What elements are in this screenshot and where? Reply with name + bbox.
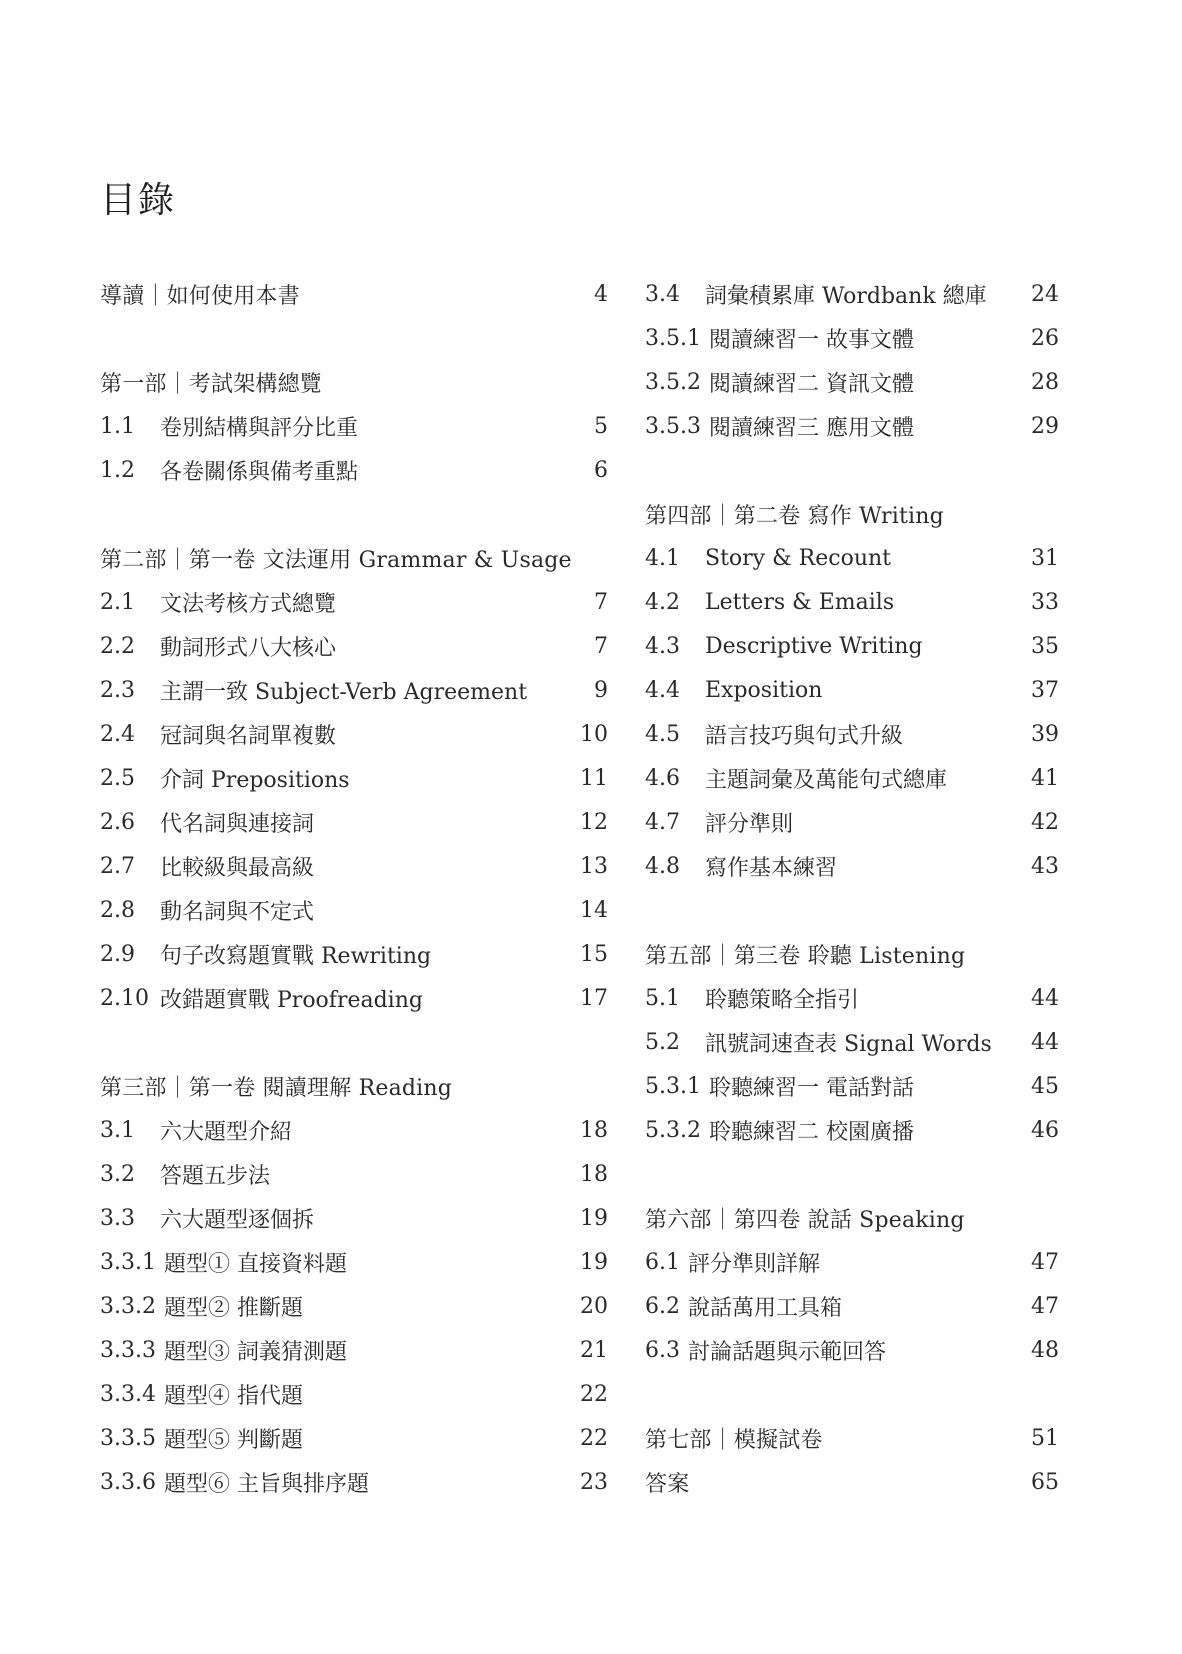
toc-entry-label: 說話萬用工具箱: [688, 1295, 843, 1321]
toc-entry-label: 閱讀練習二 資訊文體: [708, 371, 914, 397]
toc-entry-number: 3.5.1: [645, 325, 701, 351]
toc-entry[interactable]: [100, 976, 608, 1020]
toc-entry[interactable]: [100, 624, 608, 668]
section-spacer: [645, 1372, 1059, 1416]
page-title: 目錄: [100, 180, 177, 221]
toc-entry-label: 第三部｜第一卷 閱讀理解 Reading: [100, 1075, 453, 1101]
toc-entry-page: 33: [1031, 589, 1059, 615]
toc-entry[interactable]: [100, 580, 608, 624]
toc-entry-page: 48: [1031, 1337, 1059, 1363]
toc-entry[interactable]: [100, 1284, 608, 1328]
toc-entry-label: 語言技巧與句式升級: [705, 723, 904, 749]
toc-entry-label: 冠詞與名詞單複數: [160, 723, 337, 749]
toc-section-heading[interactable]: [645, 1196, 1059, 1240]
toc-entry-page: 10: [580, 721, 608, 747]
toc-entry[interactable]: [645, 844, 1059, 888]
toc-entry[interactable]: [645, 1240, 1059, 1284]
section-spacer: [645, 888, 1059, 932]
toc-entry-label: 文法考核方式總覽: [160, 591, 337, 617]
toc-entry-number: 4.5: [645, 721, 680, 747]
toc-entry-label: 代名詞與連接詞: [160, 811, 315, 837]
toc-entry-label: 寫作基本練習: [705, 855, 838, 881]
toc-entry[interactable]: [100, 1328, 608, 1372]
toc-entry-label: 題型③ 詞義猜測題: [163, 1339, 347, 1365]
toc-entry-page: 65: [1031, 1469, 1059, 1495]
toc-entry-number: 3.3.6: [100, 1469, 156, 1495]
toc-column-left: [100, 272, 608, 1504]
toc-entry-page: 39: [1031, 721, 1059, 747]
toc-entry-label: Exposition: [705, 677, 823, 703]
toc-entry-page: 9: [594, 677, 608, 703]
toc-entry-label: 動詞形式八大核心: [160, 635, 337, 661]
toc-entry-page: 23: [580, 1469, 608, 1495]
toc-entry-number: 4.7: [645, 809, 680, 835]
toc-entry-page: 15: [580, 941, 608, 967]
toc-entry-label: 第六部｜第四卷 說話 Speaking: [645, 1207, 965, 1233]
toc-entry[interactable]: [100, 1240, 608, 1284]
toc-entry-page: 17: [580, 985, 608, 1011]
toc-section-heading[interactable]: [100, 360, 608, 404]
toc-entry-number: 3.5.2: [645, 369, 701, 395]
toc-entry-number: 3.3.3: [100, 1337, 156, 1363]
toc-entry-label: 介詞 Prepositions: [160, 767, 350, 793]
toc-entry-label: 題型① 直接資料題: [163, 1251, 347, 1277]
toc-entry-number: 5.3.1: [645, 1073, 701, 1099]
toc-entry-page: 14: [580, 897, 608, 923]
toc-entry-label: 題型② 推斷題: [163, 1295, 303, 1321]
toc-entry-number: 2.10: [100, 985, 149, 1011]
toc-entry[interactable]: [100, 1372, 608, 1416]
toc-entry[interactable]: [100, 800, 608, 844]
toc-entry[interactable]: [100, 1152, 608, 1196]
toc-entry-label: 答案: [645, 1471, 690, 1497]
toc-entry-number: 4.8: [645, 853, 680, 879]
toc-entry-number: 4.4: [645, 677, 680, 703]
toc-entry[interactable]: [100, 712, 608, 756]
toc-entry-page: 35: [1031, 633, 1059, 659]
toc-entry-number: 4.6: [645, 765, 680, 791]
toc-entry[interactable]: [100, 844, 608, 888]
toc-entry-number: 3.3: [100, 1205, 135, 1231]
toc-entry-number: 6.2: [645, 1293, 680, 1319]
toc-entry-label: 句子改寫題實戰 Rewriting: [160, 943, 432, 969]
section-spacer: [100, 492, 608, 536]
toc-entry-page: 13: [580, 853, 608, 879]
toc-entry[interactable]: [645, 624, 1059, 668]
toc-entry[interactable]: [100, 756, 608, 800]
toc-section-heading[interactable]: [100, 536, 608, 580]
toc-entry[interactable]: [645, 1108, 1059, 1152]
toc-entry-number: 2.7: [100, 853, 135, 879]
toc-entry-page: 19: [580, 1205, 608, 1231]
toc-entry[interactable]: [645, 404, 1059, 448]
toc-entry-number: 2.6: [100, 809, 135, 835]
toc-entry-page: 44: [1031, 985, 1059, 1011]
toc-section-heading[interactable]: [100, 272, 608, 316]
section-spacer: [100, 316, 608, 360]
toc-entry-label: Descriptive Writing: [705, 633, 923, 659]
toc-entry-page: 51: [1031, 1425, 1059, 1451]
toc-entry-page: 20: [580, 1293, 608, 1319]
toc-entry-label: 答題五步法: [160, 1163, 271, 1189]
toc-entry[interactable]: [100, 1416, 608, 1460]
toc-entry-number: 3.3.4: [100, 1381, 156, 1407]
toc-entry-page: 41: [1031, 765, 1059, 791]
toc-entry-number: 2.2: [100, 633, 135, 659]
toc-entry-page: 42: [1031, 809, 1059, 835]
toc-entry[interactable]: [100, 1108, 608, 1152]
toc-entry[interactable]: [645, 580, 1059, 624]
toc-entry[interactable]: [645, 756, 1059, 800]
toc-entry-page: 11: [580, 765, 608, 791]
toc-entry-label: 評分準則詳解: [688, 1251, 821, 1277]
toc-entry[interactable]: [645, 668, 1059, 712]
toc-entry[interactable]: [100, 448, 608, 492]
toc-entry[interactable]: [645, 976, 1059, 1020]
section-spacer: [100, 1020, 608, 1064]
toc-entry-number: 4.3: [645, 633, 680, 659]
toc-entry-number: 1.1: [100, 413, 135, 439]
toc-entry[interactable]: [645, 1064, 1059, 1108]
toc-entry-number: 3.4: [645, 281, 680, 307]
toc-entry-label: 第一部｜考試架構總覽: [100, 371, 323, 397]
toc-entry-number: 5.2: [645, 1029, 680, 1055]
toc-entry-label: 六大題型逐個拆: [160, 1207, 315, 1233]
toc-entry-number: 4.2: [645, 589, 680, 615]
toc-entry-label: 導讀｜如何使用本書: [100, 283, 300, 309]
toc-entry-label: 各卷關係與備考重點: [160, 459, 359, 485]
toc-entry-label: 評分準則: [705, 811, 794, 837]
toc-entry-label: 第四部｜第二卷 寫作 Writing: [645, 503, 944, 529]
toc-entry-page: 21: [580, 1337, 608, 1363]
toc-entry[interactable]: [100, 404, 608, 448]
toc-entry-page: 47: [1031, 1249, 1059, 1275]
toc-entry-label: 題型④ 指代題: [163, 1383, 303, 1409]
toc-entry-label: 討論話題與示範回答: [688, 1339, 887, 1365]
toc-entry-page: 18: [580, 1161, 608, 1187]
toc-entry-label: 第五部｜第三卷 聆聽 Listening: [645, 943, 966, 969]
toc-entry[interactable]: [645, 1020, 1059, 1064]
toc-entry-page: 43: [1031, 853, 1059, 879]
toc-entry-page: 19: [580, 1249, 608, 1275]
toc-entry-page: 47: [1031, 1293, 1059, 1319]
toc-entry-number: 2.3: [100, 677, 135, 703]
toc-entry[interactable]: [645, 712, 1059, 756]
toc-entry-page: 18: [580, 1117, 608, 1143]
toc-entry-page: 5: [594, 413, 608, 439]
toc-entry-label: 第二部｜第一卷 文法運用 Grammar & Usage: [100, 547, 572, 573]
toc-entry-number: 2.8: [100, 897, 135, 923]
toc-entry[interactable]: [645, 536, 1059, 580]
toc-entry-label: 題型⑥ 主旨與排序題: [163, 1471, 369, 1497]
toc-entry-label: 主題詞彙及萬能句式總庫: [705, 767, 948, 793]
toc-entry-number: 3.5.3: [645, 413, 701, 439]
toc-entry-page: 46: [1031, 1117, 1059, 1143]
toc-entry-page: 7: [594, 589, 608, 615]
toc-section-heading[interactable]: [645, 1460, 1059, 1504]
toc-entry-label: 聆聽練習二 校園廣播: [708, 1119, 914, 1145]
toc-entry-number: 5.3.2: [645, 1117, 701, 1143]
toc-entry-page: 12: [580, 809, 608, 835]
toc-entry-page: 28: [1031, 369, 1059, 395]
toc-entry[interactable]: [645, 360, 1059, 404]
toc-entry-label: 動名詞與不定式: [160, 899, 315, 925]
toc-entry-label: 改錯題實戰 Proofreading: [160, 987, 423, 1013]
toc-entry-number: 3.1: [100, 1117, 135, 1143]
toc-entry-label: 閱讀練習三 應用文體: [708, 415, 914, 441]
toc-entry-label: 卷別結構與評分比重: [160, 415, 359, 441]
toc-entry-page: 26: [1031, 325, 1059, 351]
toc-entry-label: 主謂一致 Subject-Verb Agreement: [160, 679, 528, 705]
toc-entry-label: 訊號詞速查表 Signal Words: [705, 1031, 992, 1057]
toc-entry-number: 1.2: [100, 457, 135, 483]
toc-entry[interactable]: [100, 1196, 608, 1240]
toc-entry-number: 5.1: [645, 985, 680, 1011]
toc-entry[interactable]: [100, 888, 608, 932]
toc-column-right: [645, 272, 1059, 1504]
toc-entry-page: 6: [594, 457, 608, 483]
toc-entry-page: 45: [1031, 1073, 1059, 1099]
toc-entry-page: 44: [1031, 1029, 1059, 1055]
toc-entry-label: 第七部｜模擬試卷: [645, 1427, 823, 1453]
section-spacer: [645, 448, 1059, 492]
toc-entry[interactable]: [645, 316, 1059, 360]
toc-entry-label: 詞彙積累庫 Wordbank 總庫: [705, 283, 987, 309]
toc-section-heading[interactable]: [645, 932, 1059, 976]
toc-entry-number: 3.2: [100, 1161, 135, 1187]
toc-entry-page: 22: [580, 1381, 608, 1407]
toc-section-heading[interactable]: [100, 1064, 608, 1108]
toc-entry-label: 閱讀練習一 故事文體: [708, 327, 914, 353]
toc-entry-page: 29: [1031, 413, 1059, 439]
toc-entry[interactable]: [645, 1328, 1059, 1372]
toc-entry-page: 22: [580, 1425, 608, 1451]
toc-entry-number: 6.3: [645, 1337, 680, 1363]
toc-section-heading[interactable]: [645, 492, 1059, 536]
toc-entry[interactable]: [100, 1460, 608, 1504]
toc-entry-page: 4: [594, 281, 608, 307]
toc-entry-number: 2.1: [100, 589, 135, 615]
toc-entry-label: 題型⑤ 判斷題: [163, 1427, 303, 1453]
toc-entry[interactable]: [100, 668, 608, 712]
toc-entry-number: 6.1: [645, 1249, 680, 1275]
toc-entry-page: 31: [1031, 545, 1059, 571]
toc-entry-label: 聆聽練習一 電話對話: [708, 1075, 914, 1101]
toc-entry-label: 六大題型介紹: [160, 1119, 293, 1145]
toc-entry-number: 2.9: [100, 941, 135, 967]
toc-entry[interactable]: [645, 1284, 1059, 1328]
toc-entry-number: 3.3.2: [100, 1293, 156, 1319]
toc-entry-number: 4.1: [645, 545, 680, 571]
toc-entry-page: 7: [594, 633, 608, 659]
toc-entry[interactable]: [645, 272, 1059, 316]
toc-entry-label: Story & Recount: [705, 545, 892, 571]
toc-entry-number: 3.3.1: [100, 1249, 156, 1275]
toc-entry-number: 2.5: [100, 765, 135, 791]
toc-entry[interactable]: [645, 800, 1059, 844]
toc-entry-page: 24: [1031, 281, 1059, 307]
toc-entry-label: 聆聽策略全指引: [705, 987, 860, 1013]
toc-entry-label: Letters & Emails: [705, 589, 895, 615]
toc-entry-page: 37: [1031, 677, 1059, 703]
toc-entry-label: 比較級與最高級: [160, 855, 315, 881]
toc-entry[interactable]: [100, 932, 608, 976]
toc-section-heading[interactable]: [645, 1416, 1059, 1460]
toc-entry-number: 2.4: [100, 721, 135, 747]
section-spacer: [645, 1152, 1059, 1196]
toc-entry-number: 3.3.5: [100, 1425, 156, 1451]
